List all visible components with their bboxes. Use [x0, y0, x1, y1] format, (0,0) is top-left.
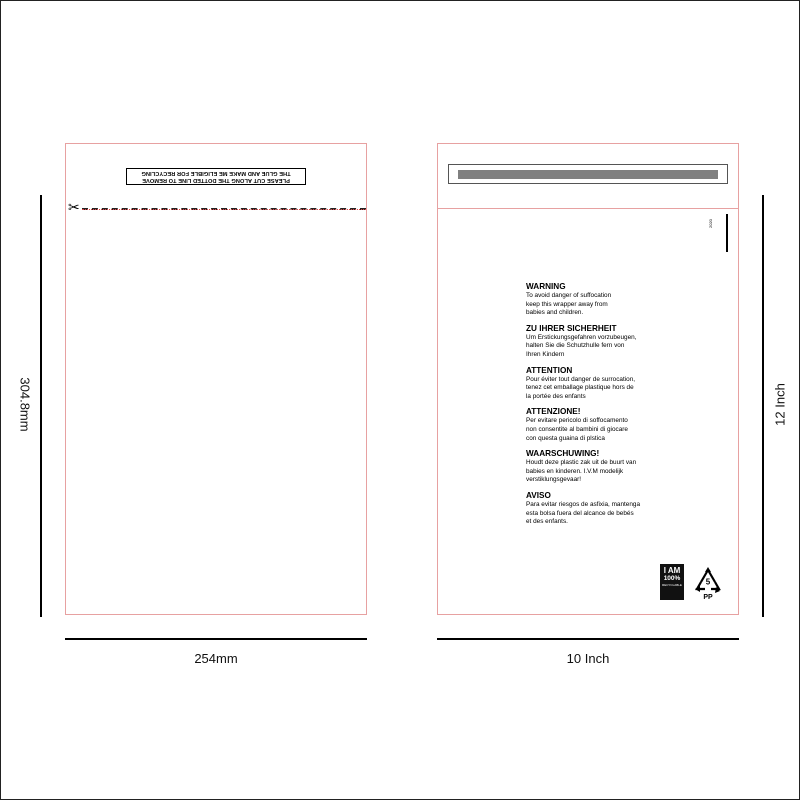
warnings-list — [526, 282, 666, 533]
warning-text: con questa guaina di plstica — [526, 434, 605, 442]
warning-block — [526, 449, 666, 485]
warning-text: Pour éviter tout danger de surrocation, — [526, 375, 636, 383]
warning-title: ATTENZIONE! — [526, 407, 581, 417]
warning-text: esta bolsa fuera del alcance de bebés — [526, 509, 634, 517]
warning-text: Per evitare pericolo di soffocamento — [526, 417, 628, 425]
warning-block — [526, 491, 666, 527]
adhesive-strip-bar — [458, 170, 718, 179]
adhesive-strip — [448, 164, 728, 184]
warning-title: ZU IHRER SICHERHEIT — [526, 323, 617, 333]
warning-text: verstiklungsgevaar! — [526, 476, 582, 484]
warning-text: keep this wrapper away from — [526, 300, 608, 308]
warning-title: WARNING — [526, 282, 566, 291]
vertical-code: 2020 — [708, 219, 713, 228]
warning-block — [526, 407, 666, 443]
dimension-label-left: 304.8mm — [17, 377, 33, 432]
warning-text: Para evitar riesgos de asfixia, mantenga — [526, 500, 641, 508]
warning-text: Um Erstickungsgefahren vorzubeugen, — [526, 333, 637, 341]
dimension-line-bottom-right — [437, 638, 739, 640]
warning-block — [526, 282, 666, 318]
warning-text: non consentite al bambini di giocare — [526, 425, 628, 433]
warning-text: halten Sie die Schutzhulle fern von — [526, 342, 625, 350]
warning-block — [526, 324, 666, 360]
warning-text: To avoid danger of suffocation — [526, 292, 612, 299]
dimension-line-right — [762, 195, 764, 617]
recyclable-badge — [660, 564, 684, 600]
vertical-mark — [726, 214, 728, 252]
dimension-line-left — [40, 195, 42, 617]
cut-line — [82, 208, 366, 210]
recycle-instruction-line2: THE GLUE AND MAKE ME ELIGIBLE FOR RECYCLING — [141, 170, 291, 177]
badge-line2: 100% — [663, 575, 681, 582]
dimension-line-bottom-left — [65, 638, 367, 640]
scissors-icon: ✂ — [68, 199, 80, 215]
warning-title: ATTENTION — [526, 365, 573, 375]
warning-text: et des enfants. — [526, 518, 568, 526]
dimension-label-bottom-left: 254mm — [194, 651, 238, 666]
badge-line3: RECYCLABLE — [662, 583, 682, 587]
badge-line1: I AM — [663, 566, 681, 575]
warning-text: babies en kinderen. I.V.M modelijk — [526, 467, 624, 475]
flap-line — [438, 208, 738, 209]
front-panel — [65, 143, 367, 615]
pp-label: PP — [703, 594, 713, 601]
warning-text: babies and children. — [526, 309, 584, 317]
warning-text: tenez cet emballage plastique hors de — [526, 384, 634, 392]
warning-title: AVISO — [526, 490, 551, 500]
warning-title: WAARSCHUWING! — [526, 449, 600, 459]
recycle-instruction — [126, 168, 306, 185]
back-panel — [437, 143, 739, 615]
warning-block — [526, 366, 666, 402]
warning-text: Ihren Kindern — [526, 350, 565, 358]
dimension-label-bottom-right: 10 Inch — [566, 651, 610, 666]
pp-number: 5 — [705, 577, 711, 587]
recycle-instruction-line1: PLEASE CUT ALONG THE DOTTED LINE TO REMOVE — [142, 177, 290, 183]
warning-text: Houdt deze plastic zak uit de buurt van — [526, 459, 637, 467]
dimension-label-right: 12 Inch — [772, 383, 788, 426]
warning-text: la portée des enfants — [526, 392, 586, 400]
